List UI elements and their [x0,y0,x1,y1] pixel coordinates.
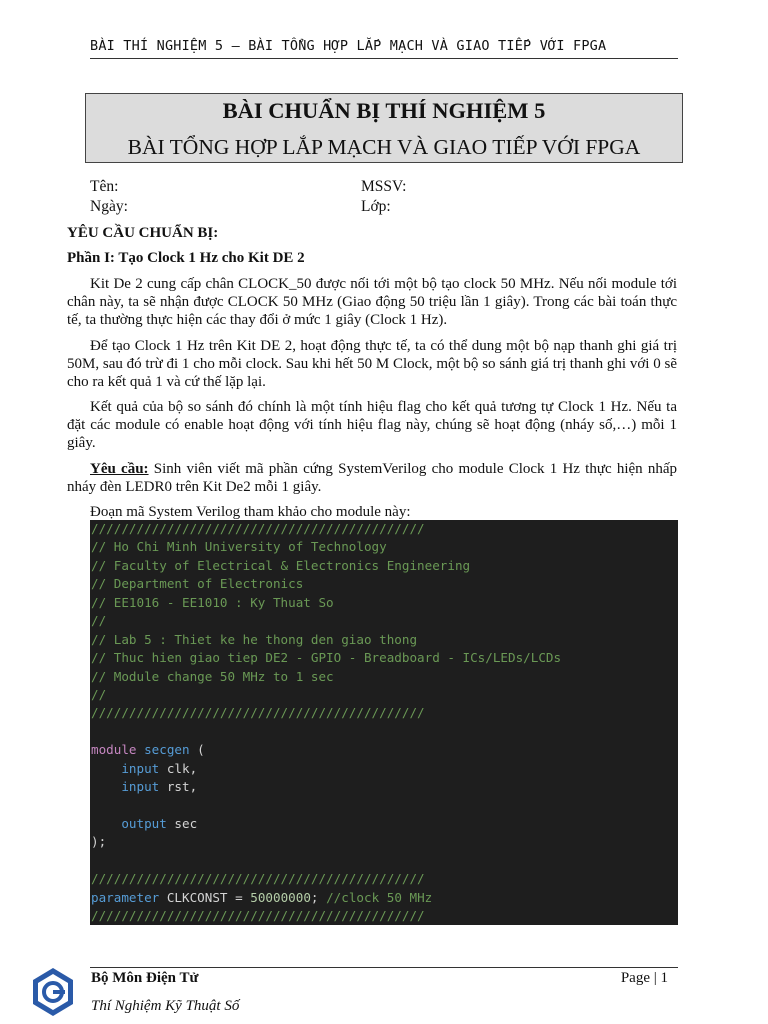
code-token: // EE1016 - EE1010 : Ky Thuat So [91,594,334,610]
document-title: BÀI CHUẨN BỊ THÍ NGHIỆM 5 [222,98,546,123]
code-token: input [121,760,160,776]
code-line [90,723,678,741]
code-token: // Lab 5 : Thiet ke he thong den giao thong [91,631,418,647]
code-token: clk, [159,760,198,776]
code-line [90,686,678,704]
class-field-label: Lớp: [361,198,391,215]
paragraph-3 [67,398,677,452]
paragraph-3-text: Kết quả của bộ so sánh đó chính là một tính hiệu flag cho kết quả tương tự Clock 1 Hz. Nếu ta đặt các module có enable hoạt động với tính hiệu flag này, chúng sẽ hoạt động (nháy số,…) mỗi 1 giây. [67,399,677,451]
paragraph-2 [67,337,677,391]
code-token: //////////////////////////////////////////// [91,521,425,536]
code-token: //////////////////////////////////////////// [91,908,425,924]
code-intro [67,503,677,521]
code-intro-text: Đoạn mã System Verilog tham khảo cho module này: [90,504,411,520]
code-token: // [91,686,107,702]
code-token: // Faculty of Electrical & Electronics Engineering [91,557,471,573]
code-line [90,797,678,815]
code-token: CLKCONST = [159,889,251,905]
code-line [90,668,678,686]
requirement-paragraph [67,460,677,496]
code-token: output [121,816,167,831]
code-token: // Thuc hien giao tiep DE2 - GPIO - Breadboard - ICs/LEDs/LCDs [91,650,562,666]
title-box [85,93,683,163]
university-hexagon-logo-icon [30,966,76,1018]
code-token: // Ho Chi Minh University of Technology [91,539,387,555]
code-token: module [91,742,137,758]
code-line [90,852,678,870]
paragraph-2-text: Để tạo Clock 1 Hz trên Kit DE 2, hoạt động thực tế, ta có thể dung một bộ nạp thanh ghi giá trị 50M, sau đó trừ đi 1 cho mỗi clock. Sau khi hết 50 M Clock, một bộ so sánh giá trị thanh ghi với 0 sẽ cho ra kết quả 1 và cứ thế lặp lại. [67,338,677,390]
date-field-label: Ngày: [90,198,128,215]
code-line [90,815,678,833]
code-token [91,779,121,794]
code-token [137,742,145,757]
code-token: 50000000 [250,889,311,905]
code-line [90,557,678,575]
code-line [90,704,678,722]
running-header: BÀI THÍ NGHIỆM 5 – BÀI TỔNG HỢP LẮP MẠCH VÀ GIAO TIẾP VỚI FPGA [90,38,678,59]
code-token: ; [310,889,327,905]
code-line [90,538,678,556]
code-token: input [121,779,160,795]
student-id-field-label: MSSV: [361,178,407,195]
code-token: //clock 50 MHz [326,889,433,905]
code-line [90,760,678,778]
code-token: secgen [144,742,190,758]
code-line [90,870,678,888]
code-token: parameter [91,889,160,905]
requirements-heading: YÊU CẦU CHUẨN BỊ: [67,225,219,241]
code-line [90,833,678,851]
requirement-text: Sinh viên viết mã phần cứng SystemVerilog cho module Clock 1 Hz thực hiện nhấp nháy đèn LEDR0 trên Kit De2 mỗi 1 giây. [67,461,678,495]
code-token: ( [189,742,205,758]
paragraph-1-text: Kit De 2 cung cấp chân CLOCK_50 được nối tới một bộ tạo clock 50 MHz. Nếu nối module tới chân này, ta sẽ nhận được CLOCK 50 MHz (Giao động 50 triệu lần 1 giây). Trong các bài toán thực tế, ta thường thực hiện các thay đổi ở mức 1 giây (Clock 1 Hz). [67,276,677,328]
name-field-label: Tên: [90,178,119,195]
footer-rule [90,967,678,968]
code-token: // Department of Electronics [91,576,304,592]
code-token [91,816,121,831]
code-token: rst, [159,779,198,795]
code-line [90,594,678,612]
footer-course: Thí Nghiệm Kỹ Thuật Số [91,998,240,1014]
page-number: Page | 1 [620,970,668,986]
code-line [90,631,678,649]
part1-heading: Phần I: Tạo Clock 1 Hz cho Kit DE 2 [67,250,305,266]
code-token: sec [166,816,198,831]
code-block [90,520,678,925]
code-token: // Module change 50 MHz to 1 sec [91,668,334,684]
code-token: ); [91,834,107,850]
code-line [90,520,678,538]
code-token: //////////////////////////////////////////// [91,705,425,721]
code-line [90,778,678,796]
code-token [91,761,121,776]
code-line [90,612,678,630]
code-line [90,649,678,667]
code-token: //////////////////////////////////////////// [91,871,425,887]
requirement-label: Yêu cầu: [90,461,149,477]
footer-department: Bộ Môn Điện Tử [91,970,199,986]
code-line [90,575,678,593]
code-line [90,741,678,759]
code-token: // [91,613,107,629]
paragraph-1 [67,275,677,329]
document-subtitle: BÀI TỔNG HỢP LẮP MẠCH VÀ GIAO TIẾP VỚI FPGA [127,135,641,159]
code-line [90,907,678,925]
code-line [90,889,678,907]
